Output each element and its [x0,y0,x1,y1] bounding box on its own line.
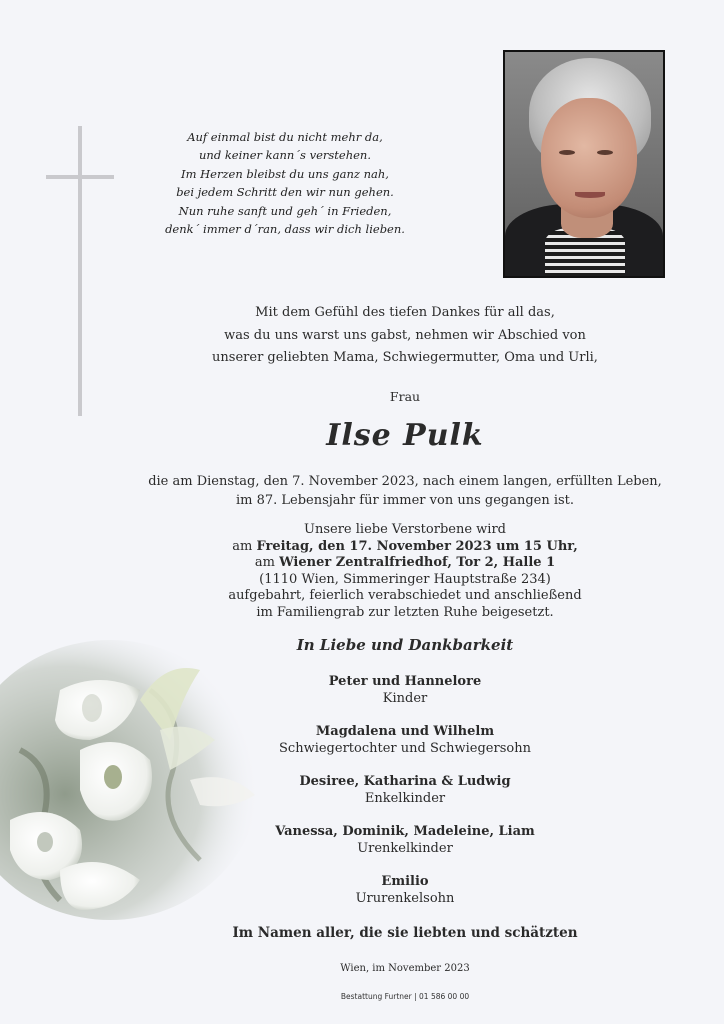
funeral-date: Freitag, den 17. November 2023 um 15 Uhr, [256,538,578,554]
family-relation: Schwiegertochter und Schwiegersohn [279,741,531,756]
deceased-name: Ilse Pulk [326,418,484,453]
death-notice [140,472,670,510]
poem-line: bei jedem Schritt den wir nun gehen. [176,185,394,200]
family-names: Magdalena und Wilhelm [315,724,495,739]
place-date: Wien, im November 2023 [340,963,470,974]
undertaker-footer: Bestattung Furtner | 01 586 00 00 [340,992,470,1001]
calla-lily-flowers [0,630,270,930]
poem [150,128,420,238]
poem-line: Auf einmal bist du nicht mehr da, [187,130,383,144]
death-line: die am Dienstag, den 7. November 2023, nach einem langen, erfüllten Leben, [148,474,662,489]
intro-line: was du uns warst uns gabst, nehmen wir Abschied von [224,327,586,343]
family-relation: Ururenkelsohn [355,891,455,906]
closing-line: Im Namen aller, die sie liebten und schätzten [232,925,578,941]
family-names: Emilio [381,874,429,889]
salutation: Frau [389,389,421,404]
poem-line: denk´ immer d´ran, dass wir dich lieben. [165,222,405,237]
funeral-line: Unsere liebe Verstorbene wird [304,522,506,537]
intro-line: Mit dem Gefühl des tiefen Dankes für all das, [255,305,555,320]
intro-line: unserer geliebten Mama, Schwiegermutter, Oma und Urli, [212,350,598,365]
family-relation: Enkelkinder [364,791,446,806]
death-line: im 87. Lebensjahr für immer von uns gegangen ist. [235,493,575,508]
family-relation: Kinder [382,691,428,706]
family-names: Peter und Hannelore [328,674,482,689]
funeral-line: aufgebahrt, feierlich verabschiedet und anschließend [228,588,582,604]
poem-line: Im Herzen bleibst du uns ganz nah, [181,166,389,181]
family-relation: Urenkelkinder [357,841,453,856]
funeral-place-line: am Wiener Zentralfriedhof, Tor 2, Halle 1 [254,555,556,571]
funeral-address: (1110 Wien, Simmeringer Hauptstraße 234) [259,571,551,587]
funeral-place: Wiener Zentralfriedhof, Tor 2, Halle 1 [279,555,556,571]
intro-text [140,302,670,370]
poem-line: und keiner kann´s verstehen. [199,148,371,163]
dedication: In Liebe und Dankbarkeit [296,636,514,654]
funeral-date-line: am Freitag, den 17. November 2023 um 15 Uhr, [232,538,578,554]
funeral-line: im Familiengrab zur letzten Ruhe beigesetzt. [256,604,554,620]
family-names: Vanessa, Dominik, Madeleine, Liam [275,824,535,839]
portrait-photo [503,50,665,278]
cross-horizontal-bar [46,175,114,179]
family-names: Desiree, Katharina & Ludwig [299,774,511,789]
cross-vertical-bar [78,126,82,416]
funeral-details [140,522,670,622]
poem-line: Nun ruhe sanft und geh´ in Frieden, [178,203,392,218]
